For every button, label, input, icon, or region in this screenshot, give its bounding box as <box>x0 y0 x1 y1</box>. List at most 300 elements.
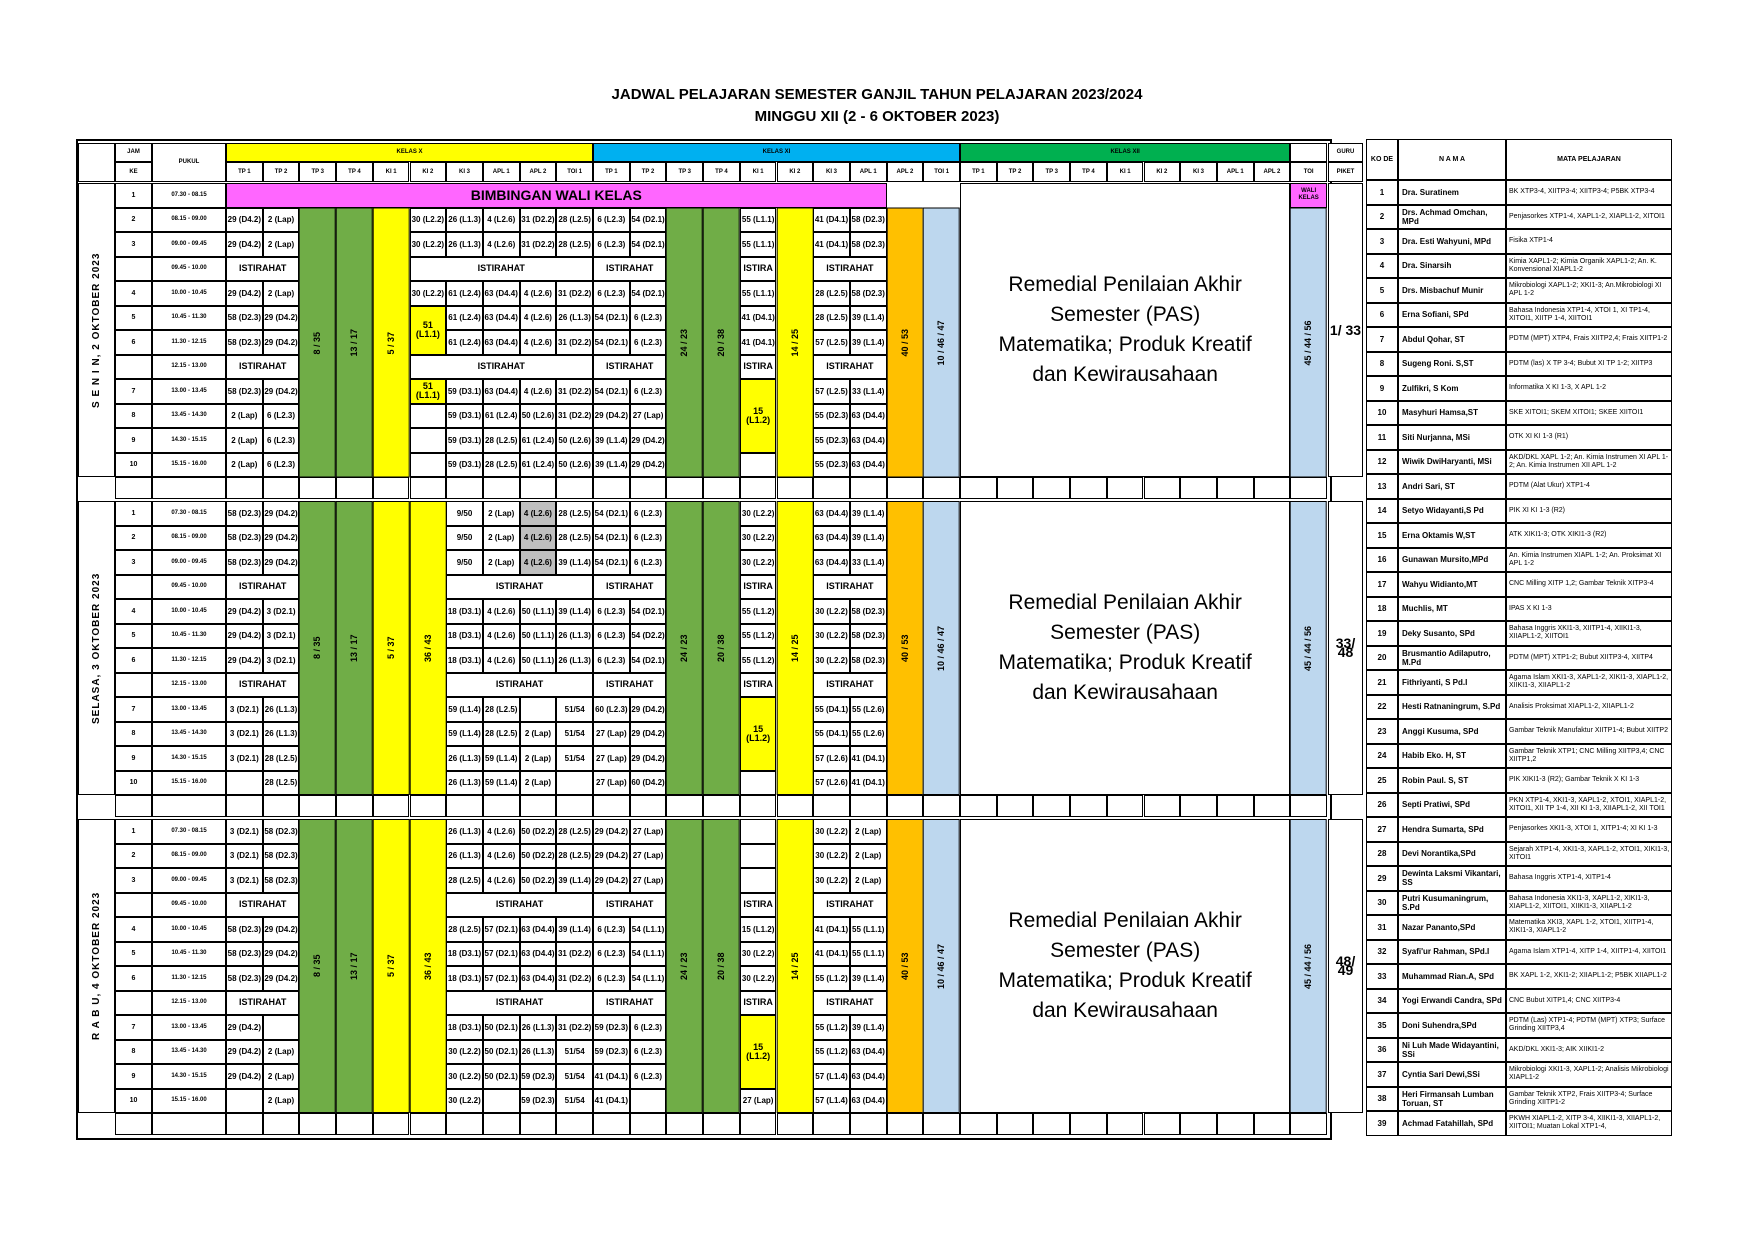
schedule-cell: 39 (L1.4) <box>556 868 593 893</box>
spacer-cell <box>777 477 814 499</box>
schedule-cell: 6 (L2.3) <box>593 648 630 673</box>
schedule-grid <box>76 139 1362 1140</box>
break-cell: ISTIRAHAT <box>226 257 299 282</box>
jam-ke-cell: 1 <box>115 819 152 844</box>
teacher-subject: AKD/DKL XAPL 1-2; An. Kimia Instrumen XI APL 1-2; An. Kimia Instrumen XII APL 1-2 <box>1506 450 1672 475</box>
day-label: SELASA, 3 OKTOBER 2023 <box>78 501 115 795</box>
teacher-name: Zulfikri, S Kom <box>1398 376 1506 401</box>
schedule-cell: 50 (L2.6) <box>556 428 593 453</box>
schedule-cell <box>410 428 447 453</box>
break-cell: ISTIRAHAT <box>446 893 593 918</box>
schedule-cell: 51/54 <box>556 1064 593 1089</box>
column-header: TP 2 <box>630 162 667 182</box>
day-label: R A B U, 4 OKTOBER 2023 <box>78 819 115 1113</box>
schedule-cell: 29 (D4.2) <box>593 404 630 429</box>
spacer-cell <box>1107 795 1144 817</box>
break-cell: ISTIRA <box>740 257 777 282</box>
schedule-cell: 6 (L2.3) <box>263 428 300 453</box>
teacher-code: 3 <box>1366 229 1398 254</box>
schedule-cell: 6 (L2.3) <box>593 942 630 967</box>
guru-header: GURU <box>1328 143 1363 162</box>
schedule-cell: 28 (L2.5) <box>556 232 593 257</box>
schedule-cell: 54 (D2.1) <box>593 501 630 526</box>
schedule-cell: 58 (D2.3) <box>850 624 887 649</box>
pukul-cell: 11.30 - 12.15 <box>152 966 226 991</box>
schedule-cell: 29 (D4.2) <box>263 379 300 404</box>
teacher-name: Cyntia Sari Dewi,SSi <box>1398 1062 1506 1087</box>
schedule-cell: 28 (L2.5) <box>556 501 593 526</box>
spacer-cell <box>923 795 960 817</box>
page-title: JADWAL PELAJARAN SEMESTER GANJIL TAHUN PELAJARAN 2023/2024 <box>611 86 1143 103</box>
jam-ke-cell: 5 <box>115 942 152 967</box>
spacer-cell <box>703 477 740 499</box>
teacher-name: Dra. Suratinem <box>1398 180 1506 205</box>
schedule-cell: 54 (D2.1) <box>593 550 630 575</box>
spacer-cell <box>777 795 814 817</box>
schedule-cell: 58 (D2.3) <box>850 281 887 306</box>
pukul-cell: 07.30 - 08.15 <box>152 819 226 844</box>
schedule-cell: 54 (D2.1) <box>593 306 630 331</box>
schedule-cell: 30 (L2.2) <box>813 844 850 869</box>
column-header: APL 2 <box>520 162 557 182</box>
schedule-cell: 30 (L2.2) <box>813 599 850 624</box>
pukul-cell: 07.30 - 08.15 <box>152 183 226 208</box>
teacher-subject: CNC Milling XITP 1,2; Gambar Teknik XITP3-4 <box>1506 572 1672 597</box>
teacher-subject: PIK XIKI1-3 (R2); Gambar Teknik X KI 1-3 <box>1506 768 1672 793</box>
schedule-cell: 51/54 <box>556 746 593 771</box>
spacer-cell <box>1070 795 1107 817</box>
spacer-cell <box>850 795 887 817</box>
jam-ke-cell: 9 <box>115 746 152 771</box>
pukul-cell: 07.30 - 08.15 <box>152 501 226 526</box>
schedule-cell: 29 (D4.2) <box>226 1015 263 1040</box>
schedule-cell: 31 (D2.2) <box>556 966 593 991</box>
break-cell: ISTIRAHAT <box>813 575 886 600</box>
schedule-cell: 6 (L2.3) <box>630 379 667 404</box>
schedule-cell: 2 (Lap) <box>850 819 887 844</box>
schedule-cell: 2 (Lap) <box>226 428 263 453</box>
schedule-cell: 58 (D2.3) <box>226 330 263 355</box>
pukul-cell: 08.15 - 09.00 <box>152 526 226 551</box>
schedule-cell: 50 (D2.2) <box>520 844 557 869</box>
subject-band: 24 / 23 <box>666 819 703 1113</box>
schedule-cell: 58 (D2.3) <box>850 232 887 257</box>
schedule-cell <box>226 771 263 796</box>
schedule-cell: 3 (D2.1) <box>226 697 263 722</box>
teacher-code: 29 <box>1366 866 1398 891</box>
schedule-cell: 30 (L2.2) <box>446 1040 483 1065</box>
spacer-cell <box>740 1113 777 1135</box>
jam-ke-cell <box>115 575 152 600</box>
spacer-cell <box>923 477 960 499</box>
schedule-cell: 31 (D2.2) <box>520 208 557 233</box>
spacer-cell <box>666 1113 703 1135</box>
spacer-cell <box>226 795 263 817</box>
schedule-cell: 39 (L1.4) <box>850 1015 887 1040</box>
spacer-cell <box>483 795 520 817</box>
schedule-cell: 55 (L1.1) <box>740 281 777 306</box>
teacher-code: 22 <box>1366 695 1398 720</box>
schedule-cell: 31 (D2.2) <box>556 330 593 355</box>
spacer-cell <box>887 477 924 499</box>
corner-cell <box>78 143 115 182</box>
break-cell: ISTIRAHAT <box>813 893 886 918</box>
subject-band: 10 / 46 / 47 <box>923 819 960 1113</box>
schedule-cell: 26 (L1.3) <box>263 697 300 722</box>
column-header: TOI 1 <box>923 162 960 182</box>
schedule-cell: 57 (L1.4) <box>813 1089 850 1114</box>
schedule-cell: 54 (D2.1) <box>593 379 630 404</box>
subject-band: 8 / 35 <box>299 819 336 1113</box>
schedule-cell: 4 (L2.6) <box>520 501 557 526</box>
schedule-cell: 3 (D2.1) <box>226 746 263 771</box>
jam-ke-cell: 10 <box>115 453 152 478</box>
spacer-cell <box>299 795 336 817</box>
piket-cell: 48/ 49 <box>1328 819 1363 1113</box>
schedule-cell: 29 (D4.2) <box>226 1040 263 1065</box>
schedule-cell: 9/50 <box>446 550 483 575</box>
break-cell: ISTIRAHAT <box>593 991 666 1016</box>
pukul-cell: 09.00 - 09.45 <box>152 232 226 257</box>
schedule-cell: 63 (D4.4) <box>520 917 557 942</box>
teacher-subject: PKWH XIAPL1-2, XITP 3-4, XIIKI1-3, XIIAPL1-2, XIITOI1; Muatan Lokal XTP1-4, <box>1506 1111 1672 1136</box>
jam-ke-cell <box>115 355 152 380</box>
schedule-cell: 63 (D4.4) <box>520 966 557 991</box>
schedule-cell: 63 (D4.4) <box>850 404 887 429</box>
schedule-cell: 26 (L1.3) <box>520 1040 557 1065</box>
spacer-cell <box>299 1113 336 1135</box>
subject-band: 20 / 38 <box>703 819 740 1113</box>
schedule-cell: 55 (L2.6) <box>850 697 887 722</box>
schedule-cell: 55 (L1.1) <box>850 917 887 942</box>
teacher-code: 34 <box>1366 989 1398 1014</box>
schedule-cell: 58 (D2.3) <box>226 306 263 331</box>
teacher-code: 32 <box>1366 940 1398 965</box>
spacer-cell <box>1254 1113 1291 1135</box>
spacer-cell <box>813 795 850 817</box>
spacer-cell <box>410 1113 447 1135</box>
pukul-cell: 09.45 - 10.00 <box>152 575 226 600</box>
subject-band: 40 / 53 <box>887 208 924 478</box>
teacher-code: 1 <box>1366 180 1398 205</box>
schedule-cell: 15 (L1.2) <box>740 917 777 942</box>
schedule-cell: 30 (L2.2) <box>740 966 777 991</box>
teacher-subject: Bahasa Indonesia XTP1-4, XTOI 1, XI TP1-4, XITOI1, XIITP 1-4, XIITOI1 <box>1506 303 1672 328</box>
schedule-cell: 2 (Lap) <box>226 404 263 429</box>
spacer-cell <box>850 477 887 499</box>
schedule-cell: 2 (Lap) <box>850 868 887 893</box>
break-cell: ISTIRAHAT <box>226 355 299 380</box>
teacher-name: Deky Susanto, SPd <box>1398 621 1506 646</box>
schedule-cell: 41 (D4.1) <box>813 232 850 257</box>
jam-ke-cell: 2 <box>115 208 152 233</box>
teacher-code: 17 <box>1366 572 1398 597</box>
schedule-cell: 58 (D2.3) <box>226 966 263 991</box>
break-cell: ISTIRAHAT <box>410 355 594 380</box>
mapel-header: MATA PELAJARAN <box>1506 139 1672 180</box>
subject-band: 14 / 25 <box>777 501 814 795</box>
pukul-header: PUKUL <box>152 143 226 182</box>
schedule-cell: 55 (D4.1) <box>813 722 850 747</box>
teacher-code: 8 <box>1366 352 1398 377</box>
spacer-cell <box>997 1113 1034 1135</box>
teacher-subject: Mikrobiologi XKI1-3, XAPL1-2; Analisis Mikrobiologi XIAPL1-2 <box>1506 1062 1672 1087</box>
schedule-cell: 4 (L2.6) <box>520 379 557 404</box>
subject-band: 15 (L1.2) <box>740 379 777 453</box>
teacher-name: Erna Oktamis W,ST <box>1398 523 1506 548</box>
break-cell: ISTIRAHAT <box>593 575 666 600</box>
teacher-subject: SKE XITOI1; SKEM XITOI1; SKEE XIITOI1 <box>1506 401 1672 426</box>
teacher-name: Wiwik DwiHaryanti, MSi <box>1398 450 1506 475</box>
schedule-cell: 26 (L1.3) <box>556 306 593 331</box>
teacher-subject: Gambar Teknik Manufaktur XIITP1-4; Bubut XIITP2 <box>1506 719 1672 744</box>
pukul-cell: 08.15 - 09.00 <box>152 844 226 869</box>
jam-ke-cell: 3 <box>115 232 152 257</box>
schedule-cell: 6 (L2.3) <box>630 330 667 355</box>
spacer-cell <box>960 795 997 817</box>
subject-band: 45 / 44 / 56 <box>1290 501 1327 795</box>
schedule-cell: 2 (Lap) <box>263 232 300 257</box>
column-header: APL 1 <box>850 162 887 182</box>
column-header: KI 1 <box>1107 162 1144 182</box>
schedule-cell: 54 (D2.1) <box>630 232 667 257</box>
teacher-subject: PDTM (las) X TP 3-4; Bubut XI TP 1-2; XIITP3 <box>1506 352 1672 377</box>
jam-ke-cell: 6 <box>115 966 152 991</box>
teacher-name: Wahyu Widianto,MT <box>1398 572 1506 597</box>
spacer-cell <box>299 477 336 499</box>
schedule-cell: 18 (D3.1) <box>446 599 483 624</box>
schedule-cell: 29 (D4.2) <box>630 722 667 747</box>
teacher-name: Muchlis, MT <box>1398 597 1506 622</box>
teacher-code: 10 <box>1366 401 1398 426</box>
schedule-cell: 30 (L2.2) <box>446 1089 483 1114</box>
pukul-cell: 13.45 - 14.30 <box>152 1040 226 1065</box>
jam-ke-cell: 7 <box>115 697 152 722</box>
schedule-cell: 60 (L2.3) <box>593 697 630 722</box>
schedule-cell: 29 (D4.2) <box>630 428 667 453</box>
schedule-cell: 28 (L2.5) <box>813 281 850 306</box>
schedule-cell: 61 (L2.4) <box>520 453 557 478</box>
schedule-cell: 4 (L2.6) <box>520 281 557 306</box>
teacher-name: Ni Luh Made Widayantini, SSi <box>1398 1038 1506 1063</box>
schedule-cell <box>410 404 447 429</box>
teacher-code: 4 <box>1366 254 1398 279</box>
schedule-cell: 55 (L1.1) <box>740 208 777 233</box>
schedule-cell: 63 (D4.4) <box>483 281 520 306</box>
spacer-cell <box>520 477 557 499</box>
schedule-cell: 54 (D2.1) <box>593 526 630 551</box>
break-cell: ISTIRA <box>740 355 777 380</box>
schedule-cell: 30 (L2.2) <box>813 868 850 893</box>
schedule-cell: 58 (D2.3) <box>263 844 300 869</box>
jam-ke-cell: 4 <box>115 599 152 624</box>
schedule-cell: 28 (L2.5) <box>263 771 300 796</box>
pukul-cell: 08.15 - 09.00 <box>152 208 226 233</box>
column-header: KI 3 <box>813 162 850 182</box>
schedule-cell: 50 (D2.2) <box>520 868 557 893</box>
break-cell: ISTIRAHAT <box>226 575 299 600</box>
schedule-cell: 58 (D2.3) <box>226 526 263 551</box>
schedule-cell: 26 (L1.3) <box>446 819 483 844</box>
spacer-cell <box>850 1113 887 1135</box>
schedule-cell: 61 (L2.4) <box>446 306 483 331</box>
break-cell: ISTIRAHAT <box>593 673 666 698</box>
spacer-cell <box>1070 477 1107 499</box>
schedule-cell: 55 (D2.3) <box>813 404 850 429</box>
subject-band: 13 / 17 <box>336 501 373 795</box>
schedule-cell: 58 (D2.3) <box>226 501 263 526</box>
schedule-cell: 55 (L2.6) <box>850 722 887 747</box>
spacer-cell <box>593 795 630 817</box>
schedule-cell: 6 (L2.3) <box>593 208 630 233</box>
teacher-subject: BK XAPL 1-2, XKI1-2; XIIAPL1-2; P5BK XIIAPL1-2 <box>1506 964 1672 989</box>
schedule-cell: 63 (D4.4) <box>850 453 887 478</box>
subject-band: 24 / 23 <box>666 501 703 795</box>
schedule-cell: 57 (L2.6) <box>813 746 850 771</box>
jam-ke-cell: 5 <box>115 624 152 649</box>
spacer-cell <box>1033 1113 1070 1135</box>
spacer-cell <box>740 795 777 817</box>
schedule-cell: 51/54 <box>556 722 593 747</box>
schedule-cell: 28 (L2.5) <box>483 428 520 453</box>
schedule-cell: 29 (D4.2) <box>263 306 300 331</box>
spacer-cell <box>1107 477 1144 499</box>
teacher-subject: BK XTP3-4, XIITP3-4; XIITP3-4; P5BK XTP3-4 <box>1506 180 1672 205</box>
schedule-cell: 41 (D4.1) <box>740 306 777 331</box>
schedule-cell: 50 (L1.1) <box>520 624 557 649</box>
schedule-cell: 41 (D4.1) <box>593 1064 630 1089</box>
schedule-cell: 39 (L1.4) <box>850 526 887 551</box>
schedule-cell: 26 (L1.3) <box>556 648 593 673</box>
schedule-cell: 59 (D2.3) <box>520 1089 557 1114</box>
schedule-cell: 55 (L1.2) <box>740 599 777 624</box>
schedule-cell: 59 (D2.3) <box>593 1015 630 1040</box>
break-cell: ISTIRAHAT <box>410 257 594 282</box>
schedule-cell: 54 (L1.1) <box>630 917 667 942</box>
jam-ke-cell <box>115 991 152 1016</box>
schedule-cell: 50 (D2.1) <box>483 1040 520 1065</box>
break-cell: ISTIRAHAT <box>593 257 666 282</box>
subject-band: 15 (L1.2) <box>740 697 777 771</box>
schedule-cell: 27 (Lap) <box>593 771 630 796</box>
break-cell: ISTIRAHAT <box>226 991 299 1016</box>
teacher-name: Gunawan Mursito,MPd <box>1398 548 1506 573</box>
schedule-cell: 6 (L2.3) <box>630 526 667 551</box>
schedule-cell: 6 (L2.3) <box>593 917 630 942</box>
teacher-code: 27 <box>1366 817 1398 842</box>
schedule-cell: 41 (D4.1) <box>813 208 850 233</box>
schedule-cell: 28 (L2.5) <box>483 453 520 478</box>
spacer-cell <box>115 795 152 817</box>
jam-ke-cell: 10 <box>115 771 152 796</box>
schedule-cell: 59 (L1.4) <box>483 746 520 771</box>
subject-band: 13 / 17 <box>336 208 373 478</box>
teacher-name: Yogi Erwandi Candra, SPd <box>1398 989 1506 1014</box>
schedule-cell: 39 (L1.4) <box>593 453 630 478</box>
teacher-name: Dra. Esti Wahyuni, MPd <box>1398 229 1506 254</box>
remedial-note: Remedial Penilaian Akhir Semester (PAS) Matematika; Produk Kreatif dan Kewirausahaan <box>960 501 1290 795</box>
teacher-code: 38 <box>1366 1087 1398 1112</box>
teacher-name: Septi Pratiwi, SPd <box>1398 793 1506 818</box>
jam-ke-cell: 1 <box>115 501 152 526</box>
teacher-code: 24 <box>1366 744 1398 769</box>
schedule-cell: 63 (D4.4) <box>850 428 887 453</box>
break-cell: ISTIRAHAT <box>593 355 666 380</box>
schedule-cell: 4 (L2.6) <box>483 648 520 673</box>
schedule-cell: 55 (L1.2) <box>813 1040 850 1065</box>
teacher-subject: PKN XTP1-4, XKI1-3, XAPL1-2, XTOI1, XIAPL1-2, XITOI1, XII TP 1-4, XII KI 1-3, XIIAPL1-2, XII TOI1 <box>1506 793 1672 818</box>
schedule-cell: 59 (D3.1) <box>446 404 483 429</box>
column-header: TP 1 <box>226 162 263 182</box>
schedule-cell: 2 (Lap) <box>263 1040 300 1065</box>
pukul-cell: 09.45 - 10.00 <box>152 893 226 918</box>
teacher-name: Sugeng Roni. S,ST <box>1398 352 1506 377</box>
column-header: TP 2 <box>997 162 1034 182</box>
teacher-subject: Gambar Teknik XTP2, Frais XIITP3-4; Surface Grinding XIITP1-2 <box>1506 1087 1672 1112</box>
schedule-cell: 41 (D4.1) <box>593 1089 630 1114</box>
subject-band: 24 / 23 <box>666 208 703 478</box>
teacher-name: Fithriyanti, S Pd.I <box>1398 670 1506 695</box>
schedule-cell: 33 (L1.4) <box>850 550 887 575</box>
pukul-cell: 14.30 - 15.15 <box>152 428 226 453</box>
subject-band: 13 / 17 <box>336 819 373 1113</box>
spacer-cell <box>446 1113 483 1135</box>
schedule-cell <box>556 771 593 796</box>
schedule-cell: 51/54 <box>556 1040 593 1065</box>
spacer-cell <box>373 1113 410 1135</box>
schedule-cell <box>410 453 447 478</box>
subject-band: 40 / 53 <box>887 501 924 795</box>
schedule-cell: 31 (D2.2) <box>520 232 557 257</box>
schedule-cell: 27 (Lap) <box>593 722 630 747</box>
schedule-cell: 54 (D2.1) <box>630 281 667 306</box>
schedule-cell: 55 (D2.3) <box>813 428 850 453</box>
schedule-cell: 29 (D4.2) <box>263 501 300 526</box>
spacer-cell <box>1070 1113 1107 1135</box>
teacher-code: 33 <box>1366 964 1398 989</box>
schedule-cell: 39 (L1.4) <box>593 428 630 453</box>
schedule-cell: 59 (L1.4) <box>483 771 520 796</box>
column-header: KI 3 <box>1180 162 1217 182</box>
schedule-cell: 61 (L2.4) <box>446 330 483 355</box>
column-header: APL 1 <box>483 162 520 182</box>
schedule-cell: 63 (D4.4) <box>520 942 557 967</box>
jam-ke-cell: 8 <box>115 722 152 747</box>
schedule-cell: 2 (Lap) <box>483 526 520 551</box>
spacer-cell <box>1180 477 1217 499</box>
schedule-cell: 39 (L1.4) <box>850 501 887 526</box>
teacher-name: Syafi'ur Rahman, SPd.I <box>1398 940 1506 965</box>
schedule-cell: 29 (D4.2) <box>263 966 300 991</box>
schedule-cell: 55 (L1.1) <box>740 232 777 257</box>
schedule-cell: 27 (Lap) <box>630 868 667 893</box>
jam-ke-cell: 5 <box>115 306 152 331</box>
pukul-cell: 13.00 - 13.45 <box>152 697 226 722</box>
break-cell: ISTIRAHAT <box>593 893 666 918</box>
schedule-cell: 41 (D4.1) <box>850 746 887 771</box>
schedule-cell: 26 (L1.3) <box>446 208 483 233</box>
schedule-cell: 63 (D4.4) <box>813 526 850 551</box>
spacer-cell <box>483 1113 520 1135</box>
schedule-cell: 33 (L1.4) <box>850 379 887 404</box>
schedule-cell: 59 (L1.4) <box>446 722 483 747</box>
schedule-cell: 29 (D4.2) <box>593 844 630 869</box>
schedule-cell <box>263 1015 300 1040</box>
schedule-cell: 31 (D2.2) <box>556 1015 593 1040</box>
schedule-cell: 39 (L1.4) <box>556 550 593 575</box>
schedule-cell: 58 (D2.3) <box>226 917 263 942</box>
remedial-note: Remedial Penilaian Akhir Semester (PAS) Matematika; Produk Kreatif dan Kewirausahaan <box>960 183 1290 477</box>
